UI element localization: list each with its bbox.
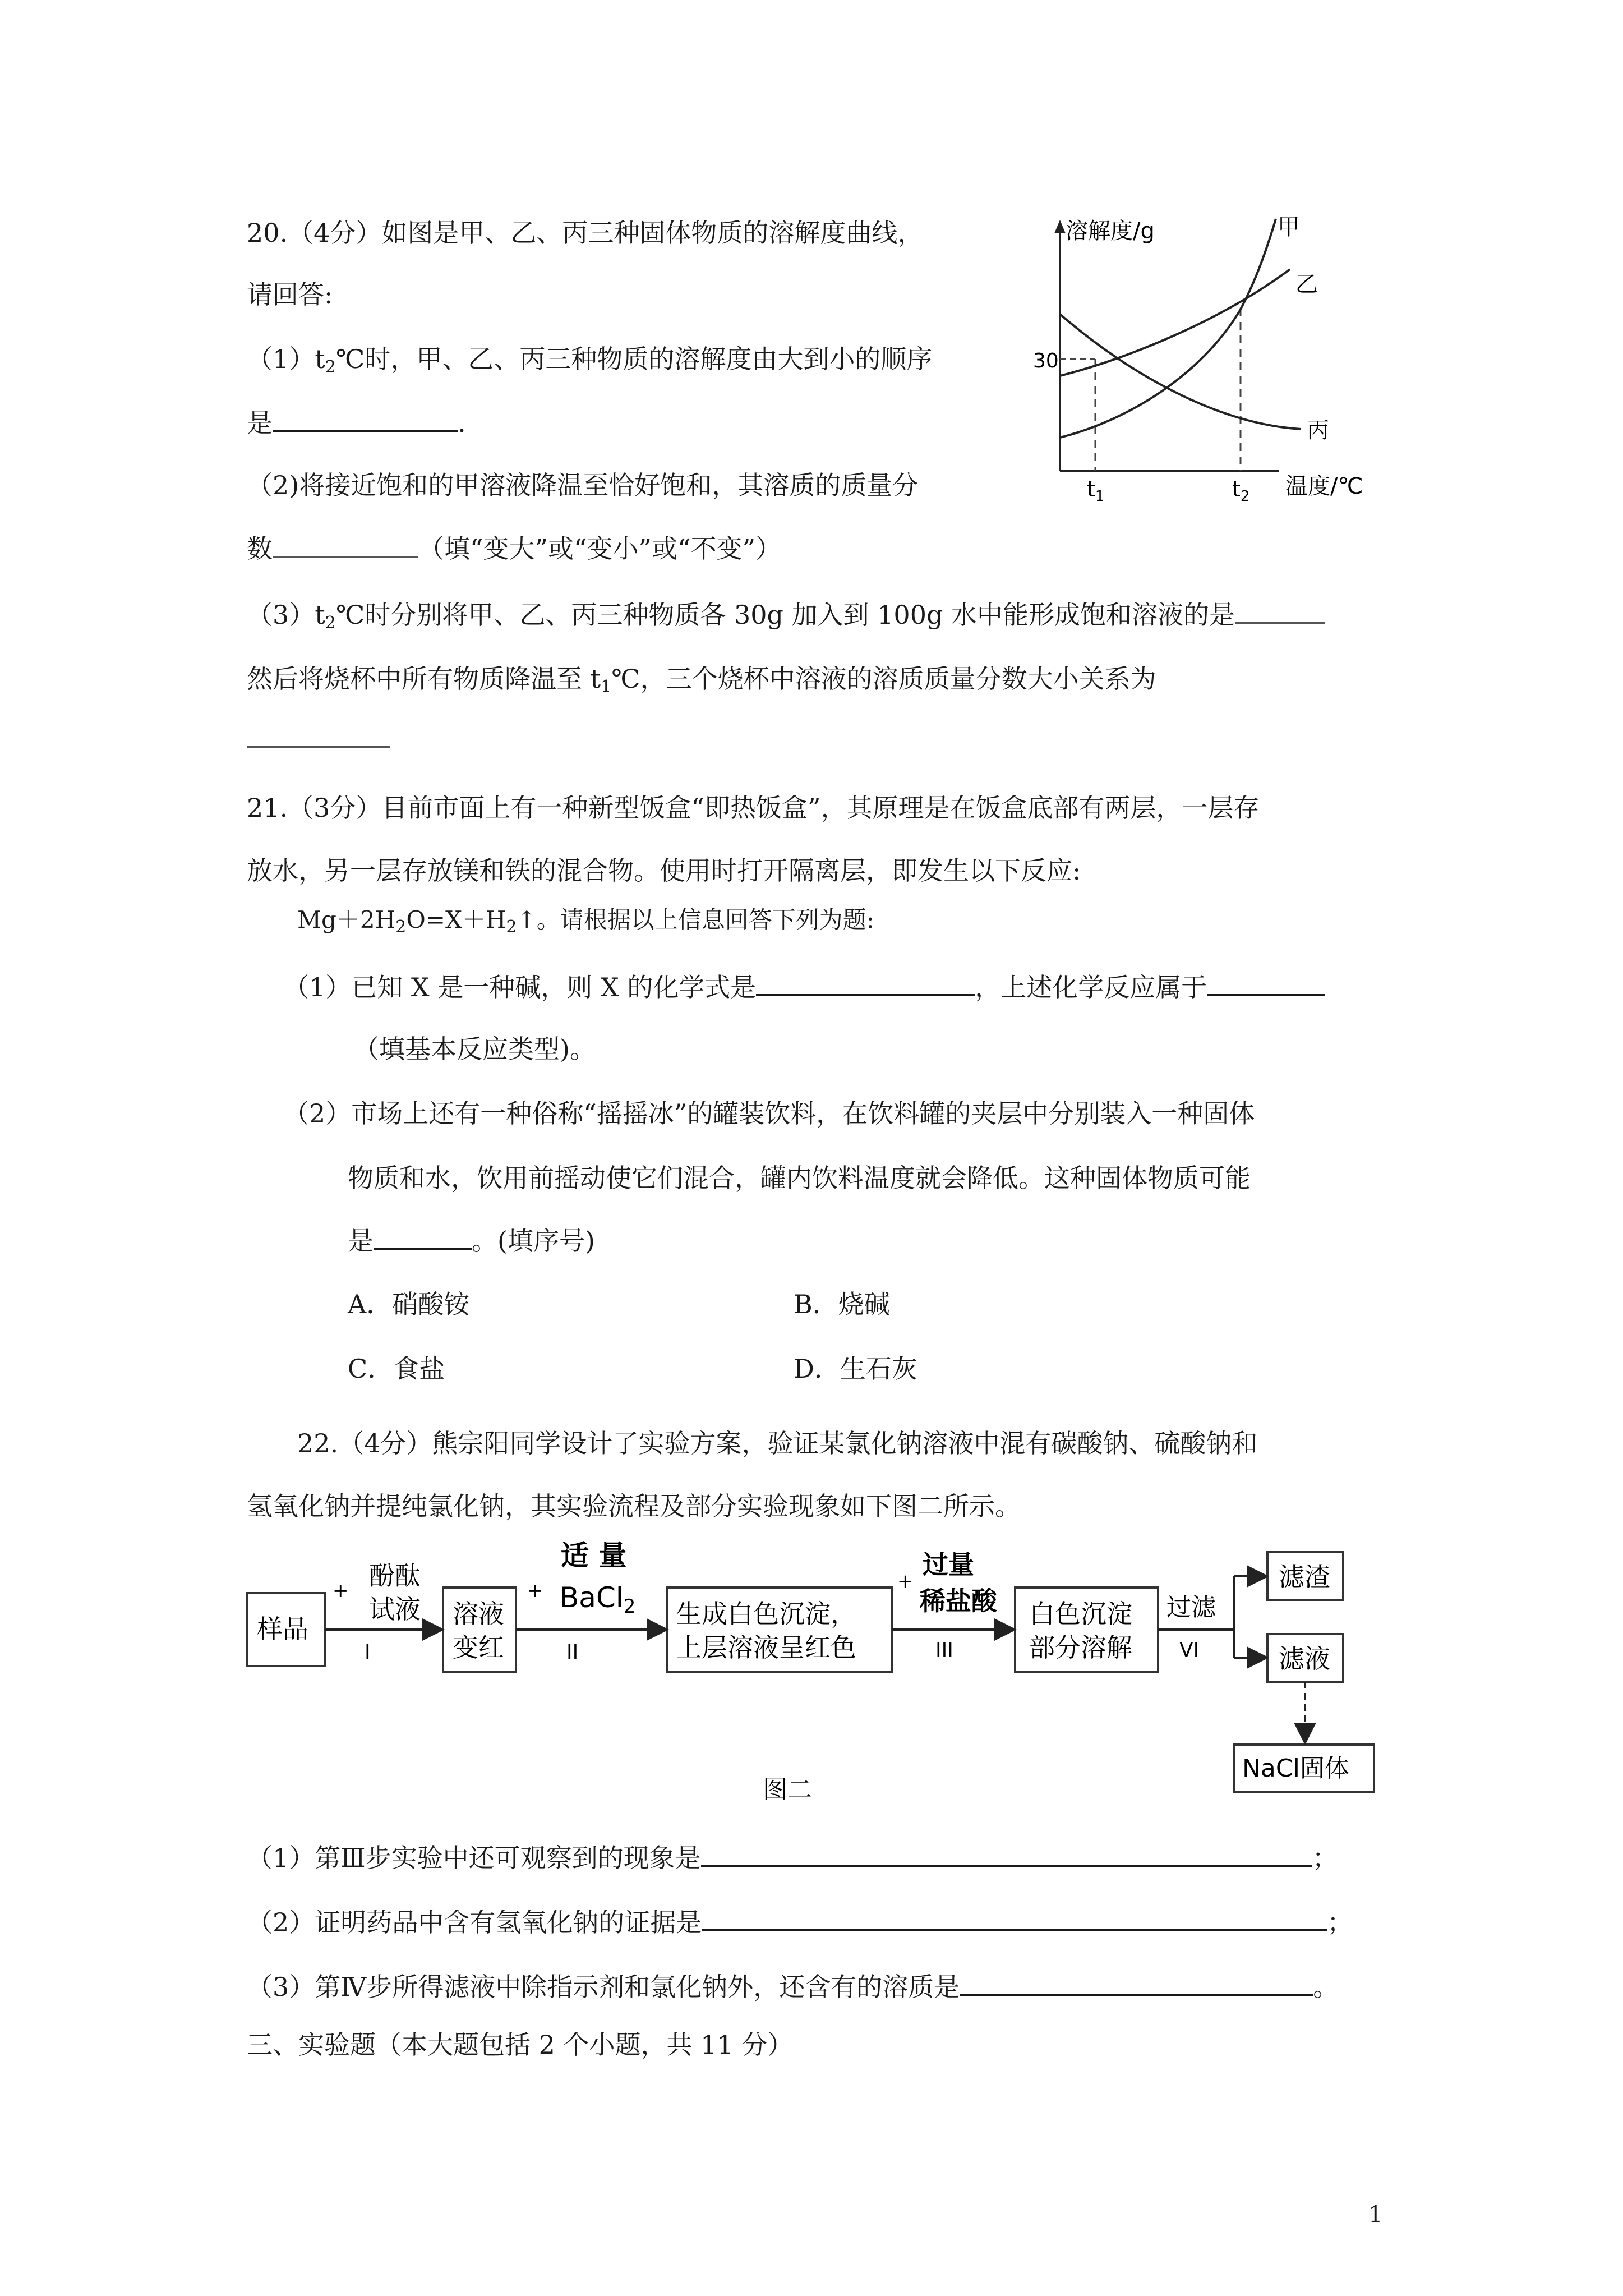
section-3-heading: 三、实验题（本大题包括 2 个小题，共 11 分） <box>247 2030 794 2060</box>
reagent2-line2: BaCl$_2$ <box>560 1581 636 1618</box>
q21-choice-blank[interactable] <box>374 1223 472 1250</box>
q20-answer-1-blank[interactable] <box>273 405 458 432</box>
reagent1-line2: 试液 <box>369 1594 421 1625</box>
q20-stem: 20.（4分）如图是甲、乙、丙三种固体物质的溶解度曲线， <box>247 218 924 248</box>
residue-label: 滤渣 <box>1279 1562 1330 1592</box>
q21-reaction-type-blank[interactable] <box>1207 969 1325 996</box>
q20-answer-3-blank[interactable] <box>1235 597 1325 624</box>
q20-part3-line2: 然后将烧杯中所有物质降温至 $t_1℃$，三个烧杯中溶液的溶质质量分数大小关系为 <box>247 664 1156 697</box>
q21-option-c: C．食盐 <box>348 1354 445 1384</box>
q20-stem2: 请回答: <box>247 279 333 310</box>
curve-bing <box>1060 314 1301 429</box>
q21-option-a: A．硝酸铵 <box>348 1289 470 1319</box>
y-tick-30: 30 <box>1033 349 1059 372</box>
q22-part3: （3）第Ⅳ步所得滤液中除指示剂和氯化钠外，还含有的溶质是 。 <box>247 1969 1339 2004</box>
plus-3: + <box>897 1570 914 1593</box>
q21-part2-line3: 是 。(填序号) <box>348 1223 595 1258</box>
box2-line2: 变红 <box>453 1632 504 1663</box>
q20-part1-line2: 是 . <box>247 405 466 440</box>
experiment-flowchart <box>241 1534 1402 1815</box>
y-axis-label: 溶解度/g <box>1066 218 1155 244</box>
q21-stem2: 放水，另一层存放镁和铁的混合物。使用时打开隔离层，即发生以下反应: <box>247 855 1081 886</box>
q22-part2: （2）证明药品中含有氢氧化钠的证据是 ； <box>247 1904 1353 1939</box>
figure-caption: 图二 <box>763 1775 812 1804</box>
q20-part2: （2)将接近饱和的甲溶液降温至恰好饱和，其溶质的质量分 <box>247 470 919 500</box>
filter-label: 过滤 <box>1166 1593 1216 1622</box>
plus-1: + <box>333 1580 349 1602</box>
q21-formula-blank[interactable] <box>756 969 975 996</box>
q22-stem2: 氢氧化钠并提纯氯化钠，其实验流程及部分实验现象如下图二所示。 <box>247 1491 1021 1521</box>
x-tick-t1: $t_1$ <box>1087 477 1105 505</box>
reagent2-line1: 适 量 <box>561 1539 627 1572</box>
filtrate-label: 滤液 <box>1279 1644 1330 1674</box>
y-axis-arrow <box>1054 220 1066 233</box>
q21-stem: 21.（3分）目前市面上有一种新型饭盒“即热饭盒”，其原理是在饭盒底部有两层，一层存 <box>247 793 1260 823</box>
q20-part3: $(3)t_2℃$时分别将甲、乙、丙三种物质各 30g 加入到 100g 水中能形成饱和溶液的是 <box>247 597 1325 640</box>
x-axis-label: 温度/℃ <box>1285 473 1363 499</box>
step-3-label: III <box>935 1639 953 1662</box>
q22-stem: 22.（4分）熊宗阳同学设计了实验方案，验证某氯化钠溶液中混有碳酸钠、硫酸钠和 <box>297 1428 1258 1458</box>
reagent3-line1: 过量 <box>923 1549 974 1580</box>
x-tick-t2: $t_2$ <box>1232 477 1250 505</box>
q20-answer-4-blank[interactable] <box>247 746 390 748</box>
q21-part1: （1）已知 X 是一种碱，则 X 的化学式是 ，上述化学反应属于 <box>283 969 1325 1004</box>
q21-equation: $Mg+2H_2O=X+H_2↑$。请根据以上信息回答下列为题: <box>297 906 874 937</box>
q21-part2: （2）市场上还有一种俗称“摇摇冰”的罐装饮料，在饮料罐的夹层中分别装入一种固体 <box>283 1098 1255 1129</box>
step-2-label: II <box>566 1641 579 1664</box>
box4-line2: 部分溶解 <box>1029 1632 1132 1663</box>
q22-answer-1-blank[interactable] <box>701 1840 1312 1867</box>
solubility-chart <box>1033 208 1402 510</box>
q22-part1: （1）第Ⅲ步实验中还可观察到的现象是 ； <box>247 1840 1338 1875</box>
box3-line2: 上层溶液呈红色 <box>676 1632 856 1663</box>
box3-line1: 生成白色沉淀， <box>676 1599 856 1629</box>
plus-2: + <box>527 1580 543 1602</box>
q21-option-d: D．生石灰 <box>794 1354 917 1384</box>
page-number: 1 <box>1368 2202 1383 2228</box>
label-sample: 样品 <box>257 1614 308 1644</box>
box2-line1: 溶液 <box>453 1599 504 1629</box>
box4-line1: 白色沉淀 <box>1029 1599 1132 1629</box>
reagent1-line1: 酚酞 <box>369 1561 421 1591</box>
nacl-label: NaCl固体 <box>1242 1754 1349 1783</box>
label-bing: 丙 <box>1307 417 1329 443</box>
step-4-label: VI <box>1179 1639 1200 1662</box>
label-yi: 乙 <box>1295 272 1318 297</box>
q20-part2-line2: 数 （填“变大”或“变小”或“不变”） <box>247 531 781 565</box>
q21-option-b: B．烧碱 <box>794 1289 890 1319</box>
curve-jia <box>1060 219 1276 438</box>
label-jia: 甲 <box>1278 214 1300 240</box>
reagent3-line2: 稀盐酸 <box>920 1586 997 1616</box>
step-1-label: I <box>365 1641 371 1664</box>
q21-part1-line2: （填基本反应类型)。 <box>353 1034 596 1064</box>
q20-part1: $(1)t_2℃$时，甲、乙、丙三种物质的溶解度由大到小的顺序 <box>247 344 933 377</box>
q20-answer-2-blank[interactable] <box>273 531 418 558</box>
q22-answer-2-blank[interactable] <box>702 1904 1327 1931</box>
q21-part2-line2: 物质和水，饮用前摇动使它们混合，罐内饮料温度就会降低。这种固体物质可能 <box>348 1163 1251 1193</box>
q22-answer-3-blank[interactable] <box>960 1969 1313 1996</box>
